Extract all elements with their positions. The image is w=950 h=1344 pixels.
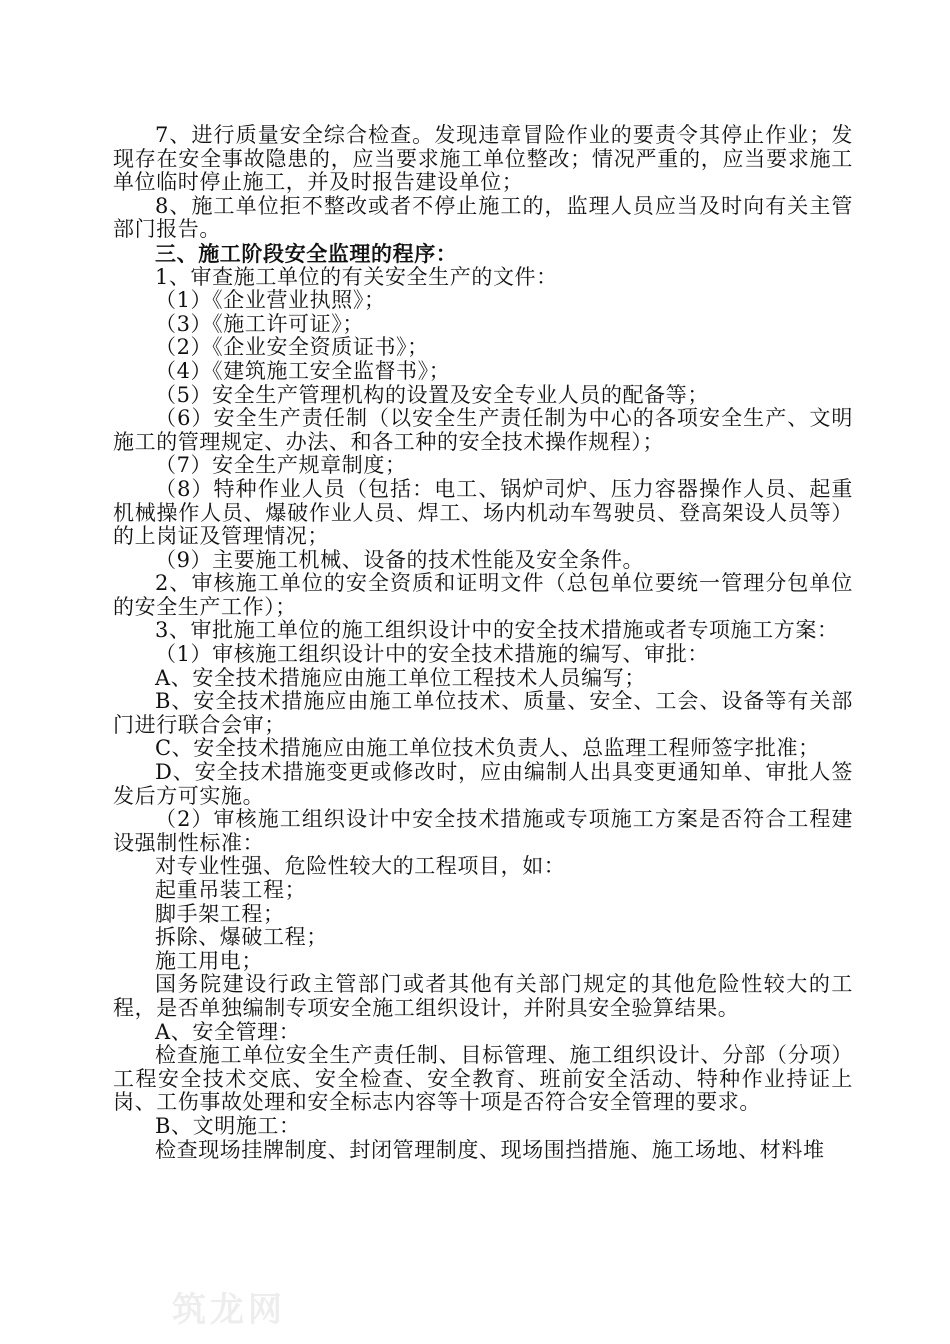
item-1-review-documents: 1、审查施工单位的有关安全生产的文件： <box>155 264 558 289</box>
high-risk-other: 国务院建设行政主管部门或者其他有关部门规定的其他危险性较大的工程，是否单独编制专项安全施工组织设计，并附具安全验算结果。 <box>113 972 853 1020</box>
high-risk-lifting: 起重吊装工程； <box>155 878 307 902</box>
point-d-change-notice: D、安全技术措施变更或修改时，应由编制人出具变更通知单、审批人签发后方可实施。 <box>113 760 853 808</box>
high-risk-scaffolding: 脚手架工程； <box>155 901 285 926</box>
paragraph-8-report-to-authorities: 8、施工单位拒不整改或者不停止施工的，监理人员应当及时向有关主管部门报告。 <box>113 193 853 242</box>
point-a-safety-management: A、安全管理： <box>155 1019 301 1044</box>
point-a-prepared-by-engineers: A、安全技术措施应由施工单位工程技术人员编写； <box>155 665 646 690</box>
high-risk-demolition: 拆除、爆破工程； <box>155 925 328 950</box>
section-heading-3: 三、施工阶段安全监理的程序： <box>155 240 458 266</box>
civilized-construction-check: 检查现场挂牌制度、封闭管理制度、现场围挡措施、施工场地、材料堆 <box>155 1137 825 1162</box>
sub-item-construction-permit: （3）《施工许可证》； <box>155 311 364 336</box>
sub-item-business-license: （1）《企业营业执照》； <box>155 288 386 313</box>
point-b-joint-review: B、安全技术措施应由施工单位技术、质量、安全、工会、设备等有关部门进行联合会审； <box>113 689 853 737</box>
sub-item-machinery: （9）主要施工机械、设备的技术性能及安全条件。 <box>155 547 645 572</box>
sub-item-mandatory-standards: （2）审核施工组织设计中安全技术措施或专项施工方案是否符合工程建设强制性标准： <box>113 807 853 855</box>
high-risk-electricity: 施工用电； <box>155 948 263 973</box>
item-3-approve-design: 3、审批施工单位的施工组织设计中的安全技术措施或者专项施工方案： <box>155 618 839 643</box>
sub-item-safety-supervision: （4）《建筑施工安全监督书》； <box>155 358 451 383</box>
sub-item-rules: （7）安全生产规章制度； <box>155 453 407 478</box>
watermark-logo: 筑龙网 <box>172 1290 286 1330</box>
safety-management-check: 检查施工单位安全生产责任制、目标管理、施工组织设计、分部（分项）工程安全技术交底、安全检查、安全教育、班前安全活动、特种作业持证上岗、工伤事故处理和安全标志内容等十项是否符合安全管理的要求。 <box>113 1043 853 1115</box>
point-c-signature-approval: C、安全技术措施应由施工单位技术负责人、总监理工程师签字批准； <box>155 736 820 761</box>
sub-item-review-measures: （1）审核施工组织设计中的安全技术措施的编写、审批： <box>155 642 709 667</box>
point-b-civilized-construction: B、文明施工： <box>155 1113 301 1138</box>
high-risk-intro: 对专业性强、危险性较大的工程项目，如： <box>155 854 566 879</box>
sub-item-responsibility-system: （6）安全生产责任制（以安全生产责任制为中心的各项安全生产、文明施工的管理规定、办法、和各工种的安全技术操作规程）； <box>113 406 853 454</box>
paragraph-7-quality-safety-inspection: 7、进行质量安全综合检查。发现违章冒险作业的要责令其停止作业；发现存在安全事故隐患的，应当要求施工单位整改；情况严重的，应当要求施工单位临时停止施工，并及时报告建设单位； <box>113 123 853 195</box>
document-body <box>113 124 853 1162</box>
sub-item-special-operators: （8）特种作业人员（包括：电工、锅炉司炉、压力容器操作人员、起重机械操作人员、爆破作业人员、焊工、场内机动车驾驶员、登高架设人员等）的上岗证及管理情况； <box>113 476 853 549</box>
sub-item-management-organization: （5）安全生产管理机构的设置及安全专业人员的配备等； <box>155 382 709 407</box>
item-2-verify-qualification: 2、审核施工单位的安全资质和证明文件（总包单位要统一管理分包单位的安全生产工作）； <box>113 571 853 619</box>
sub-item-safety-qualification: （2）《企业安全资质证书》； <box>155 335 429 360</box>
